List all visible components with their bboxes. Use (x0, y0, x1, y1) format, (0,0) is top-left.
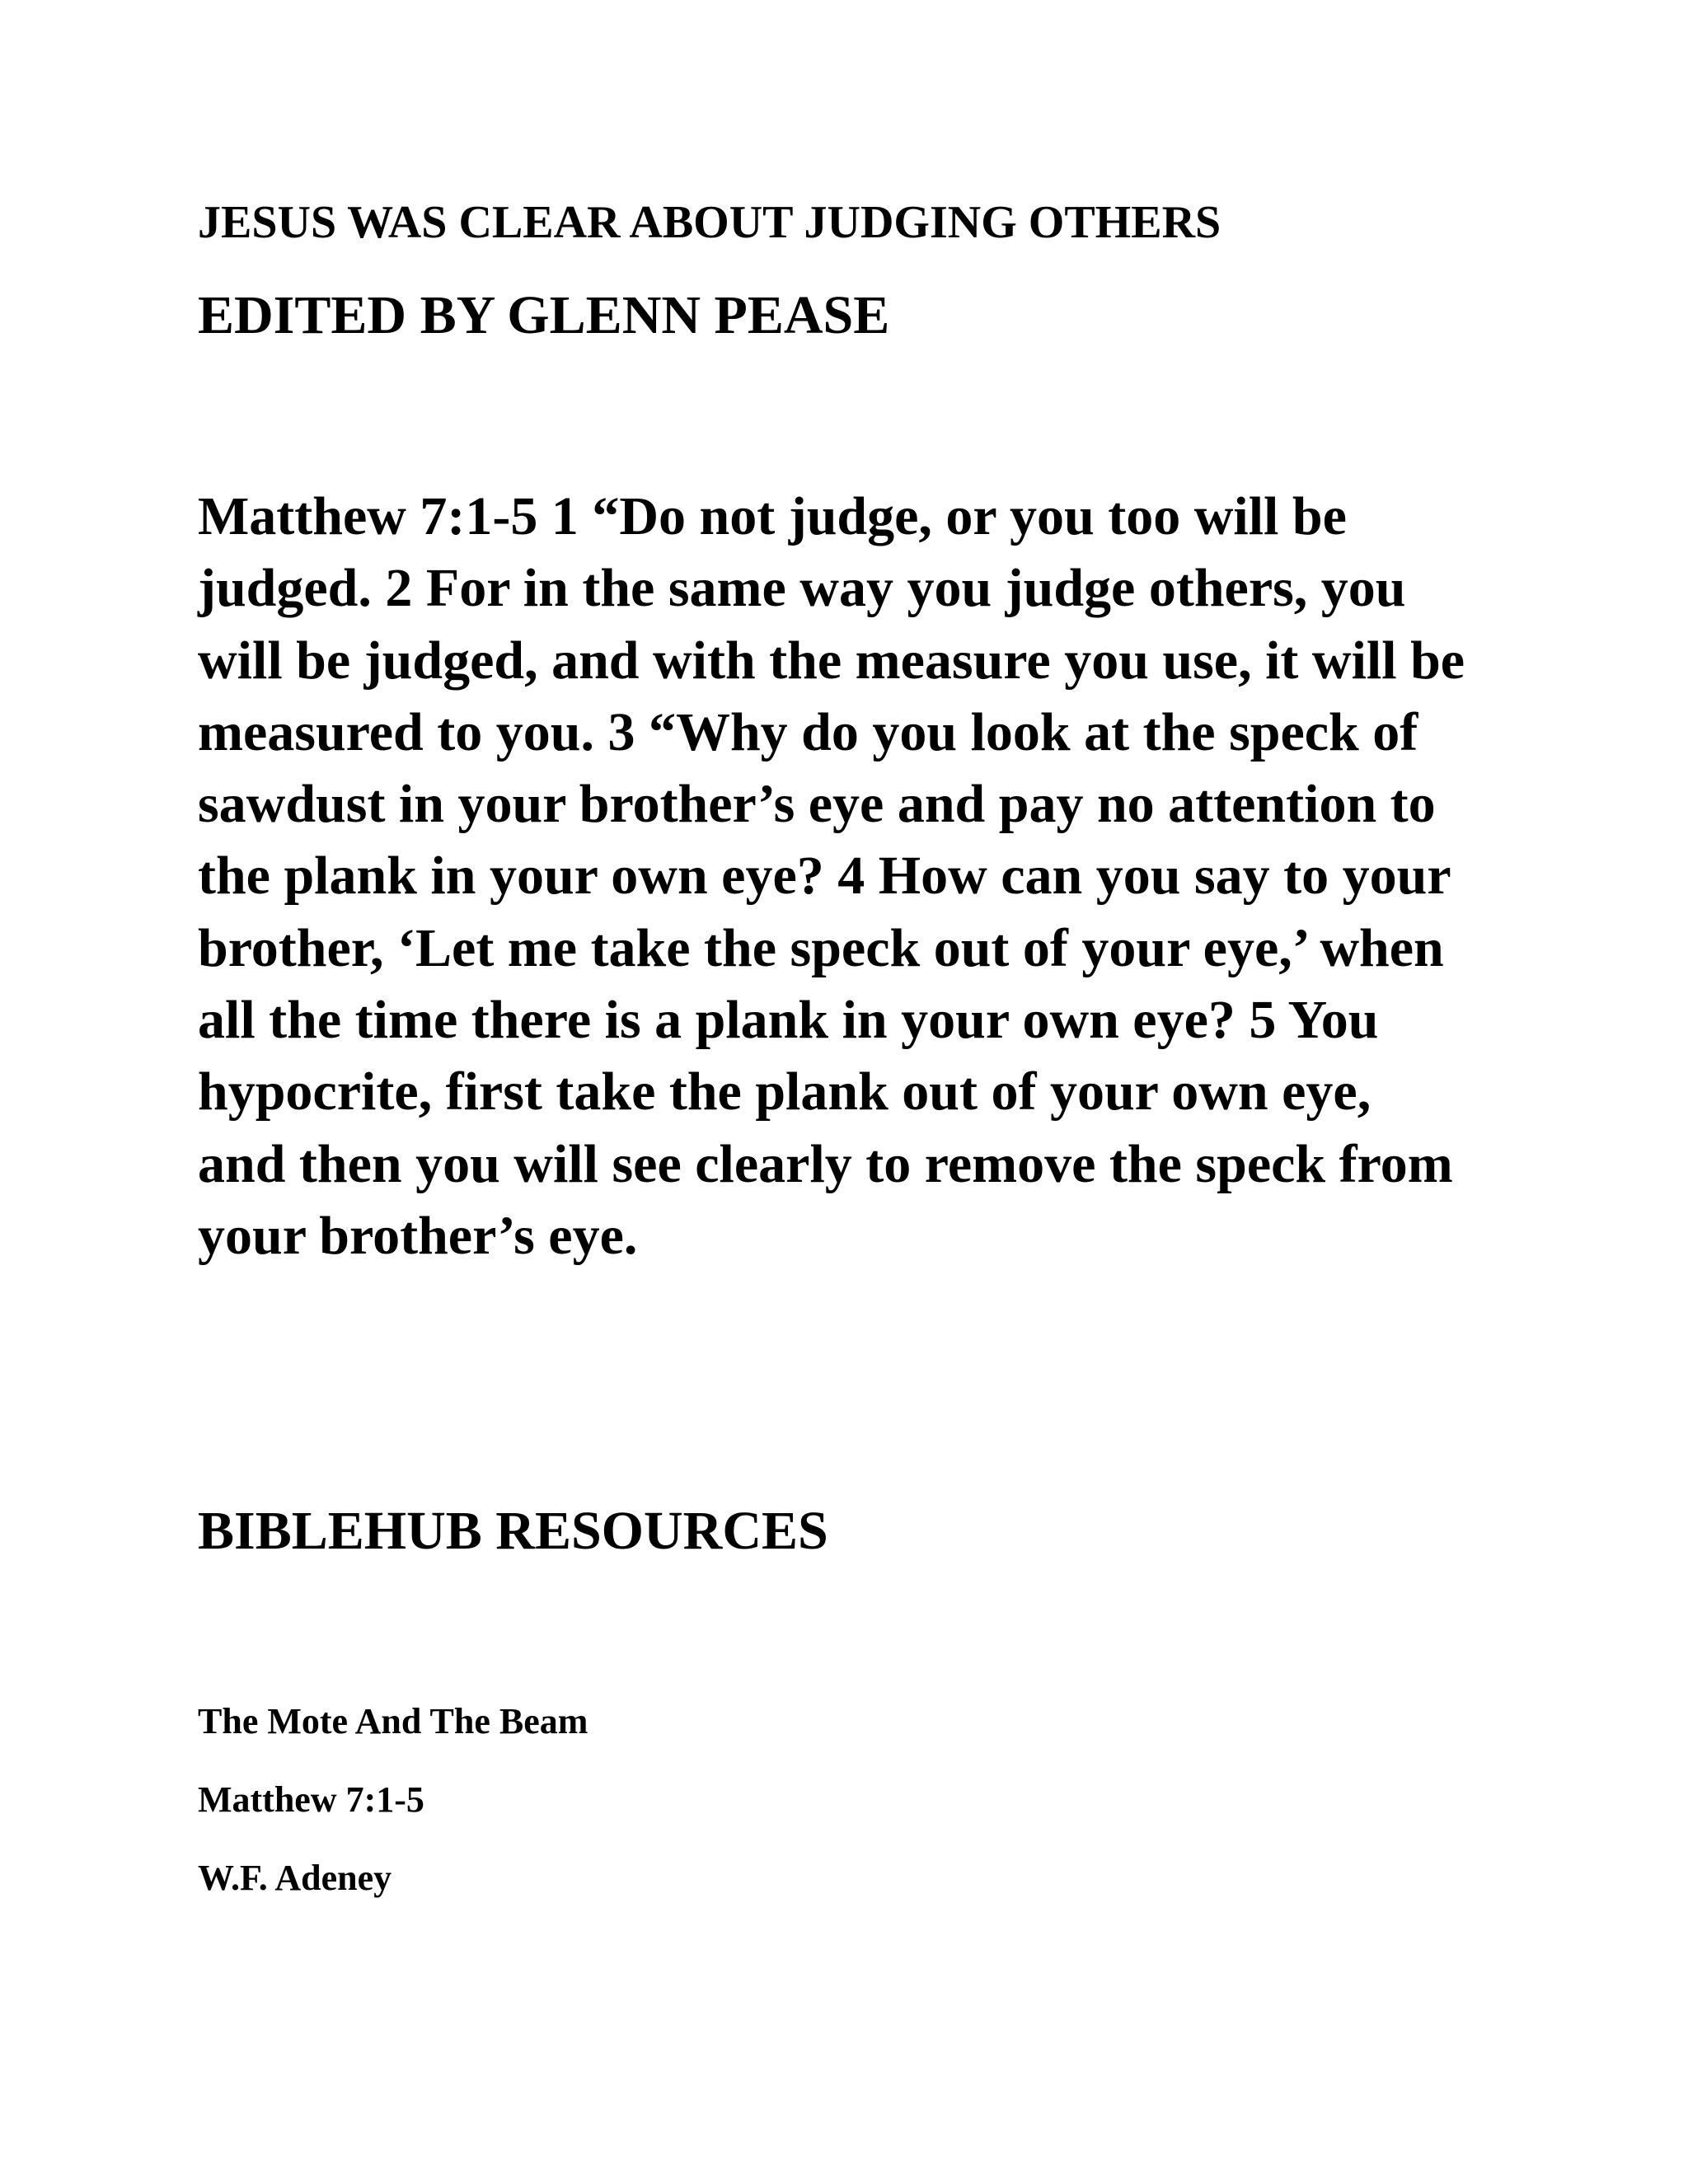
entry-title: The Mote And The Beam (198, 1701, 588, 1741)
scripture-line: and then you will see clearly to remove the speck from (198, 1133, 1453, 1194)
entry-author: W.F. Adeney (198, 1858, 392, 1898)
scripture-line: hypocrite, first take the plank out of your own eye, (198, 1062, 1372, 1122)
scripture-line: will be judged, and with the measure you use, it will be (198, 630, 1465, 691)
section-heading: BIBLEHUB RESOURCES (198, 1501, 828, 1561)
scripture-line: the plank in your own eye? 4 How can you say to your (198, 846, 1451, 907)
scripture-line: all the time there is a plank in your own eye? 5 You (198, 990, 1379, 1051)
scripture-line: Matthew 7:1-5 1 “Do not judge, or you too will be (198, 486, 1347, 546)
scripture-line: sawdust in your brother’s eye and pay no attention to (198, 774, 1436, 835)
scripture-line: your brother’s eye. (198, 1205, 638, 1266)
scripture-passage (198, 480, 1465, 1272)
scripture-line: judged. 2 For in the same way you judge others, you (198, 558, 1406, 619)
entry-reference: Matthew 7:1-5 (198, 1779, 424, 1820)
scripture-line: brother, ‘Let me take the speck out of your eye,’ when (198, 917, 1444, 978)
scripture-line: measured to you. 3 “Why do you look at the speck of (198, 701, 1418, 762)
document-title: JESUS WAS CLEAR ABOUT JUDGING OTHERS (198, 197, 1221, 248)
editor-credit: EDITED BY GLENN PEASE (198, 285, 890, 345)
